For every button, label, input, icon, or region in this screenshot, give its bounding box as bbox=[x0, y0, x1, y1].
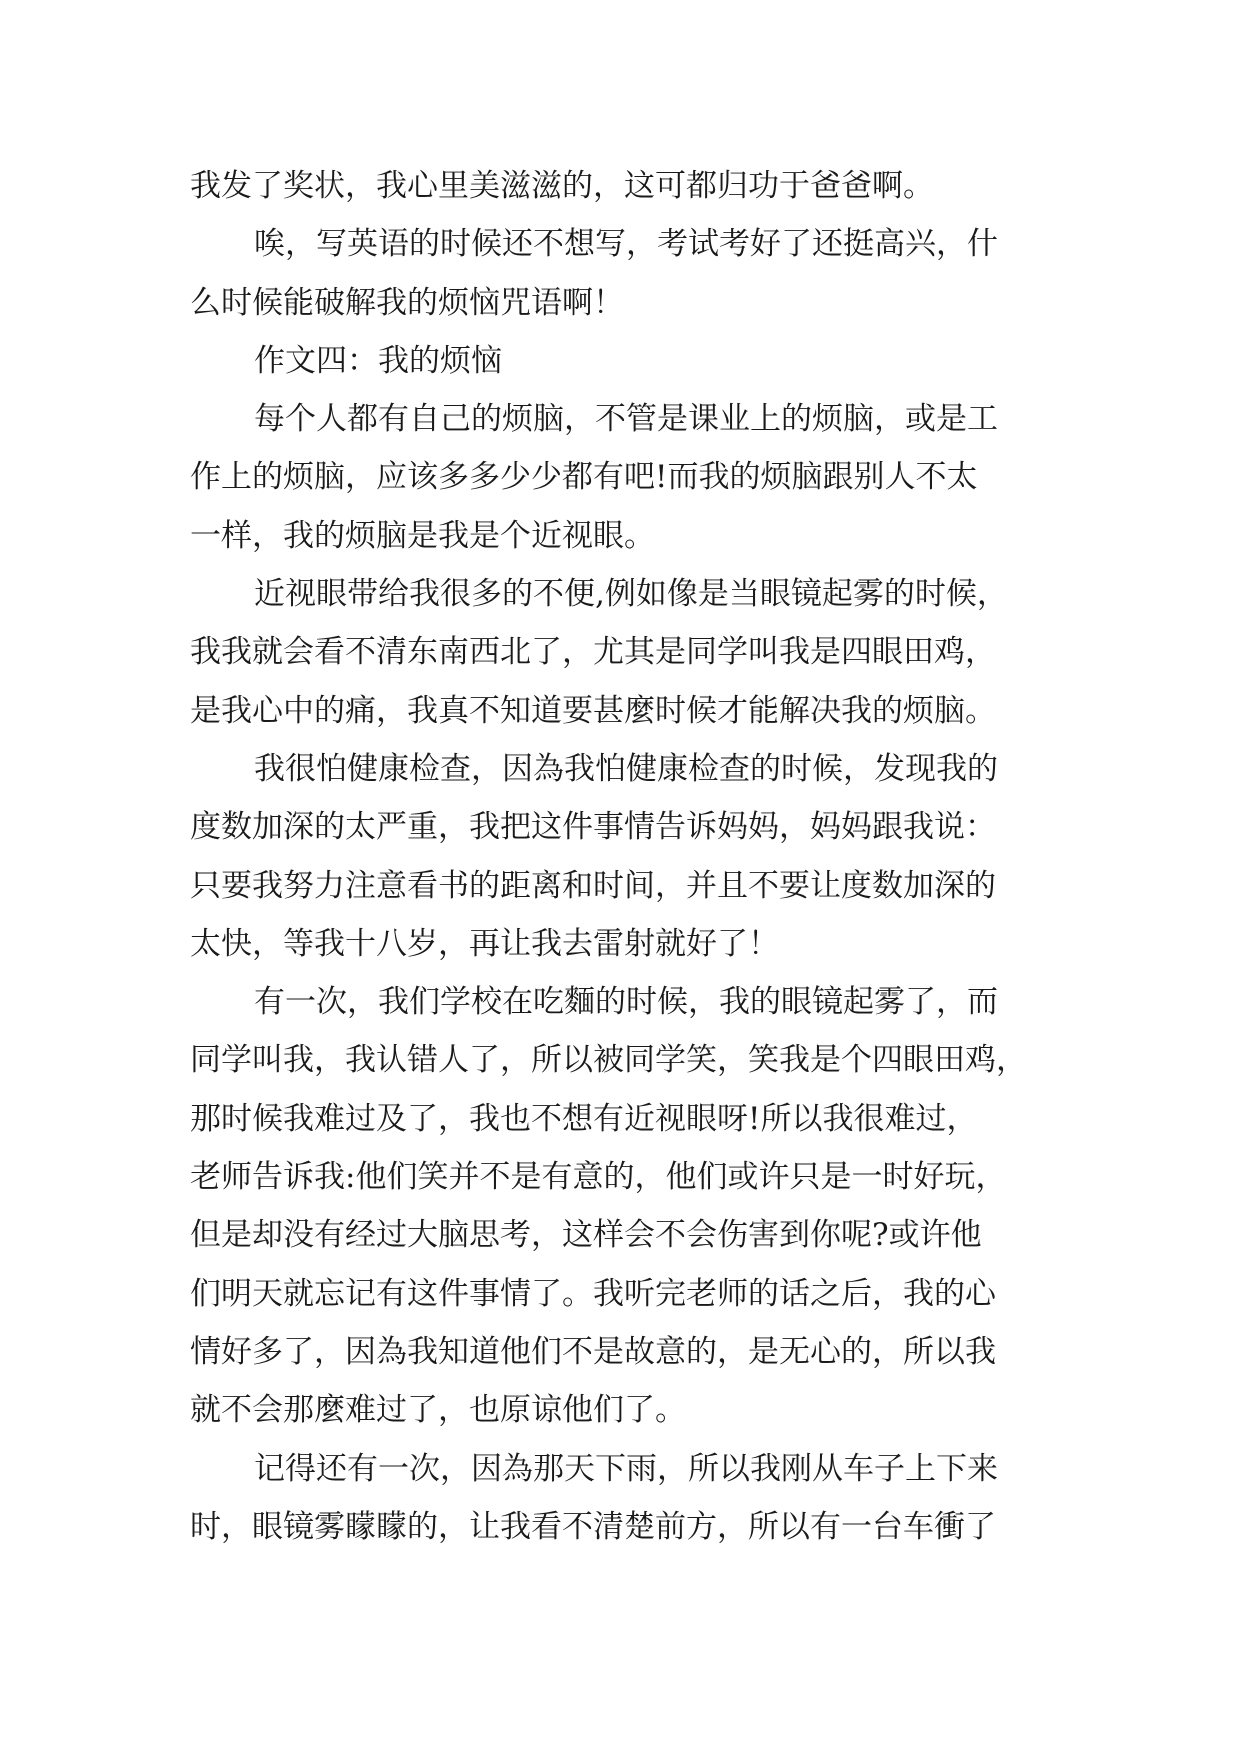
text-line: 只要我努力注意看书的距离和时间，并且不要让度数加深的 bbox=[190, 867, 996, 904]
text-line: 那时候我难过及了，我也不想有近视眼呀!所以我很难过， bbox=[190, 1100, 978, 1137]
text-line: 老师告诉我:他们笑并不是有意的，他们或许只是一时好玩， bbox=[190, 1159, 1007, 1196]
text-line: 就不会那麼难过了，也原谅他们了。 bbox=[190, 1392, 686, 1429]
text-line: 情好多了，因為我知道他们不是故意的，是无心的，所以我 bbox=[190, 1333, 996, 1370]
text-line: 时，眼镜雾矇矇的，让我看不清楚前方，所以有一台车衝了 bbox=[190, 1508, 996, 1545]
text-line: 同学叫我，我认错人了，所以被同学笑，笑我是个四眼田鸡， bbox=[190, 1042, 1027, 1079]
paragraph-start-line: 记得还有一次，因為那天下雨，所以我刚从车子上下来 bbox=[254, 1450, 998, 1487]
text-line: 作上的烦脑，应该多多少少都有吧!而我的烦脑跟别人不太 bbox=[190, 459, 978, 496]
text-line: 度数加深的太严重，我把这件事情告诉妈妈，妈妈跟我说： bbox=[190, 809, 996, 846]
paragraph-start-line: 有一次，我们学校在吃麵的时候，我的眼镜起雾了，而 bbox=[254, 984, 998, 1021]
paragraph-start-line: 每个人都有自己的烦脑，不管是课业上的烦脑，或是工 bbox=[254, 401, 998, 438]
paragraph-start-line: 我很怕健康检查，因為我怕健康检查的时候，发现我的 bbox=[254, 750, 998, 787]
text-line: 我我就会看不清东南西北了，尤其是同学叫我是四眼田鸡， bbox=[190, 634, 996, 671]
text-line: 们明天就忘记有这件事情了。我听完老师的话之后，我的心 bbox=[190, 1275, 996, 1312]
text-line: 我发了奖状，我心里美滋滋的，这可都归功于爸爸啊。 bbox=[190, 168, 934, 204]
text-line: 但是却没有经过大脑思考，这样会不会伤害到你呢?或许他 bbox=[190, 1217, 982, 1254]
paragraph-start-line: 唉，写英语的时候还不想写，考试考好了还挺高兴，什 bbox=[254, 226, 998, 263]
text-line: 太快，等我十八岁，再让我去雷射就好了！ bbox=[190, 925, 779, 962]
text-line: 是我心中的痛，我真不知道要甚麼时候才能解决我的烦脑。 bbox=[190, 692, 996, 729]
text-line: 一样，我的烦脑是我是个近视眼。 bbox=[190, 517, 655, 554]
paragraph-start-line: 近视眼带给我很多的不便,例如像是当眼镜起雾的时候， bbox=[254, 576, 1008, 613]
body-text bbox=[190, 157, 1090, 1556]
text-line: 么时候能破解我的烦恼咒语啊！ bbox=[190, 284, 624, 321]
section-heading: 作文四：我的烦恼 bbox=[254, 342, 502, 379]
